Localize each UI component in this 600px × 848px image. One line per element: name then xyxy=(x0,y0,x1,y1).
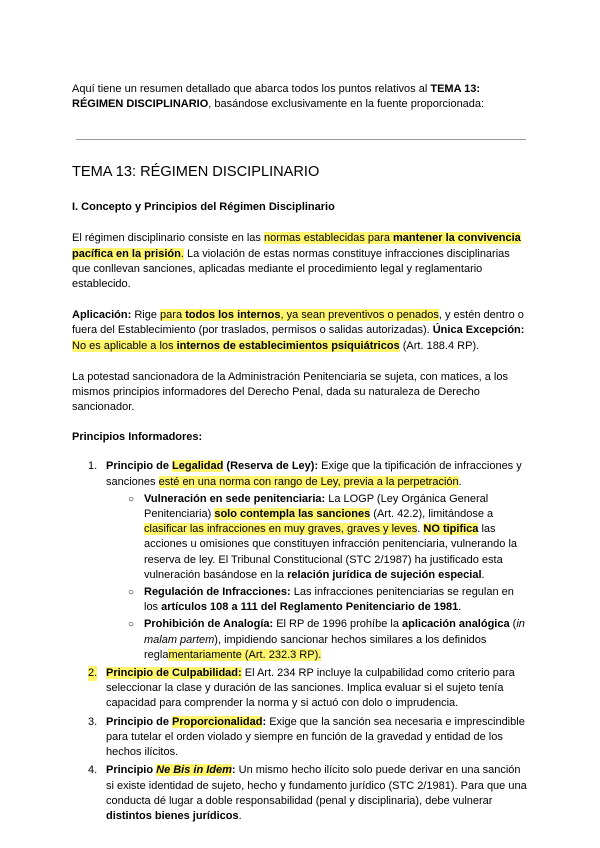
highlight-bold: mantener la convivencia pacífica en la prisión xyxy=(72,232,521,260)
highlight: No es aplicable a los xyxy=(72,339,177,352)
text-bold: artículos 108 a 111 del Reglamento Penitenciario de 1981 xyxy=(161,601,459,614)
text: , y estén dentro o fuera del Establecimiento (por traslados, permisos o salidas autorizadas). xyxy=(72,309,524,337)
sublist-item xyxy=(106,585,528,615)
text-bold: aplicación analógica xyxy=(402,618,510,631)
text: Rige xyxy=(131,309,161,322)
list-number: 3. xyxy=(88,715,98,728)
document-page xyxy=(72,82,528,827)
horizontal-divider xyxy=(76,139,526,140)
text: Un mismo hecho ilícito solo puede derivar en una sanción si existe identidad de sujeto, hecho y fundamento jurídico (STC 2/1981). Para que una conducta dé lugar a doble responsabilidad (penal y disciplinaria), debe vulnerar xyxy=(106,764,527,807)
circle-bullet-icon: ○ xyxy=(128,587,135,599)
text: ), impidiendo sancionar hechos similares a los definidos regla xyxy=(144,633,487,661)
highlight-bold: todos los internos xyxy=(185,309,281,322)
list-number: 1. xyxy=(88,460,98,473)
intro-text: Aquí tiene un resumen detallado que abarca todos los puntos relativos al xyxy=(72,83,431,95)
label-bold: : xyxy=(262,715,267,728)
label-bold: Principio xyxy=(106,764,157,777)
list-number: 4. xyxy=(88,764,98,777)
circle-bullet-icon: ○ xyxy=(128,493,135,505)
paragraph-potestad: La potestad sancionadora de la Administración Penitenciaria se sujeta, con matices, a los mismos principios informadores del Derecho Penal, dada su naturaleza de Derecho sancionador. xyxy=(72,370,508,414)
list-number: 2. xyxy=(88,666,97,681)
text: ( xyxy=(509,618,517,631)
highlight-bold: NO tipifica xyxy=(423,523,479,536)
label-bold: Prohibición de Analogía: xyxy=(144,618,274,631)
label-bold: Principio de xyxy=(106,460,173,473)
list-item-culpabilidad xyxy=(72,666,528,712)
text-italic: in malam partem xyxy=(144,618,525,646)
highlight-bold: solo contempla las sanciones xyxy=(214,508,371,521)
list-item-ne-bis-in-idem xyxy=(72,763,528,824)
text: . xyxy=(458,475,462,488)
text: . xyxy=(458,601,462,614)
text: (Art. 42.2), limitándose a xyxy=(370,508,494,521)
highlight: mentariamente (Art. 232.3 RP). xyxy=(168,648,322,661)
text-bold: distintos bienes jurídicos xyxy=(106,809,239,822)
highlight: normas establecidas para xyxy=(263,232,393,245)
text: . xyxy=(481,568,485,581)
principles-list xyxy=(72,459,528,824)
highlight: esté en una norma con rango de Ley, previa a la perpetración xyxy=(158,475,459,488)
paragraph-definition xyxy=(72,231,528,292)
text-bold: relación jurídica de sujeción especial xyxy=(287,568,482,581)
highlight-bold: Legalidad xyxy=(172,460,224,473)
intro-paragraph xyxy=(72,82,528,112)
label-bold: Aplicación: xyxy=(72,309,132,322)
highlight-bold-italic: Ne Bis in Idem xyxy=(156,764,232,777)
highlight-bold: Proporcionalidad xyxy=(172,715,263,728)
text: . xyxy=(238,809,242,822)
text: El RP de 1996 prohíbe la xyxy=(273,618,402,631)
list-item-proporcionalidad xyxy=(72,715,528,761)
intro-topic: TEMA 13: RÉGIMEN DISCIPLINARIO xyxy=(72,83,481,111)
label-bold: Única Excepción: xyxy=(432,324,525,337)
text: La violación de estas normas constituye infracciones disciplinarias que conllevan sanciones, aplicadas mediante el procedimiento legal y reglamentario establecido. xyxy=(72,247,510,291)
highlight-bold: internos de establecimientos psiquiátricos xyxy=(176,339,400,352)
highlight: . xyxy=(180,247,184,260)
text: Las infracciones penitenciarias se regulan en los xyxy=(144,586,514,614)
highlight: , ya sean preventivos o penados xyxy=(280,309,439,322)
text: La LOGP (Ley Orgánica General Penitenciaria) xyxy=(144,492,489,521)
highlight: clasificar las infracciones en muy graves, graves y leves xyxy=(144,523,418,536)
text: El Art. 234 RP incluye la culpabilidad como criterio para seleccionar la clase y duración de las sanciones. Implica evaluar si el sujeto tenía capacidad para comprender la norma y si actuó con dolo o imprudencia. xyxy=(106,667,515,710)
intro-text-end: , basándose exclusivamente en la fuente proporcionada: xyxy=(208,98,485,111)
highlight: para xyxy=(160,309,186,322)
text: Exige que la tipificación de infracciones y sanciones xyxy=(106,460,522,488)
circle-bullet-icon: ○ xyxy=(128,619,135,631)
sublist-item xyxy=(106,617,528,663)
section-heading: I. Concepto y Principios del Régimen Disciplinario xyxy=(72,201,335,214)
highlight-bold: Principio de Culpabilidad: xyxy=(106,667,242,680)
sublist-item xyxy=(106,492,528,583)
text: El régimen disciplinario consiste en las xyxy=(72,232,264,245)
label-bold: : xyxy=(231,764,236,777)
text: . xyxy=(417,523,424,536)
label-bold: (Reserva de Ley): xyxy=(223,460,319,473)
label-bold: Principio de xyxy=(106,715,173,728)
list-item-legalidad xyxy=(72,459,528,663)
text: (Art. 188.4 RP). xyxy=(399,339,480,352)
label-bold: Regulación de Infracciones: xyxy=(144,586,291,599)
paragraph-application xyxy=(72,308,528,354)
page-title: TEMA 13: RÉGIMEN DISCIPLINARIO xyxy=(72,164,320,181)
label-bold: Vulneración en sede penitenciaria: xyxy=(144,492,326,505)
text: Exige que la sanción sea necesaria e imprescindible para tutelar el orden violado y siempre en función de la gravedad y entidad de los hechos ilícitos. xyxy=(106,715,525,759)
principles-heading: Principios Informadores: xyxy=(72,431,203,444)
sublist xyxy=(106,492,528,663)
text: las acciones u omisiones que constituyen infracción penitenciaria, vulnerando la reserva de ley. El Tribunal Constitucional (STC 2/1987) ha justificado esta vulneración basándose en la xyxy=(144,523,518,581)
